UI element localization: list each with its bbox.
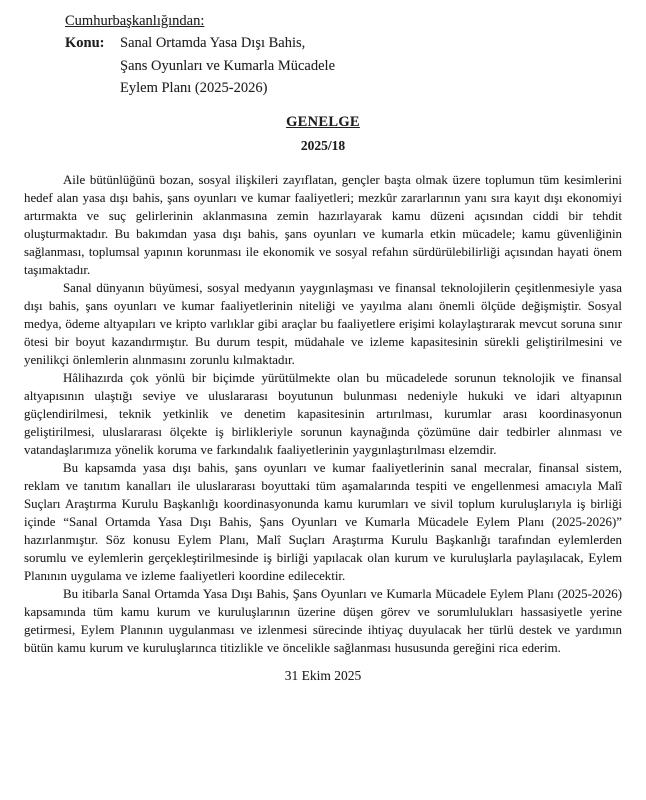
subject-text: [120, 32, 622, 100]
paragraph-5: Bu itibarla Sanal Ortamda Yasa Dışı Bahis, Şans Oyunları ve Kumarla Mücadele Eylem Planı (2025-2026) kapsamında tüm kamu kurum ve kuruluşlarının üzerine düşen görev ve sorumlulukları hassasiyetle yerine getirmesi, Eylem Planının uygulanması ve izlenmesi sürecinde ihtiyaç duyulacak her türlü destek ve yardımın bütün kamu kurum ve kuruluşlarınca titizlikle ve öncelikle sağlanması hususunda gereğini rica ederim.: [24, 586, 622, 655]
paragraph-1: Aile bütünlüğünü bozan, sosyal ilişkileri zayıflatan, gençler başta olmak üzere toplumun tüm kesimlerini hedef alan yasa dışı bahis, şans oyunları ve kumar faaliyetleri; mezkûr zararlarının yanı sıra kayıt dışı ekonomiyi artırmakta ve suç gelirlerinin aklanmasına zemin hazırlayarak kamu düzeni açısından ciddi bir tehdit oluşturmaktadır. Bu bakımdan yasa dışı bahis, şans oyunları ve kumarla etkin mücadele; kamu güvenliğinin sağlanması, toplumsal yapının korunması ile ekonomik ve sosyal refahın sürdürülebilirliği açısından hayati önem taşımaktadır.: [24, 172, 622, 277]
subject-line-3: Eylem Planı (2025-2026): [120, 80, 268, 96]
subject-label: Konu:: [65, 35, 105, 51]
paragraph-3: Hâlihazırda çok yönlü bir biçimde yürütülmekte olan bu mücadelede sorunun teknolojik ve finansal altyapısının ulaştığı seviye ve uluslararası boyutunun bulunması nedeniyle hukuki ve idari altyapının güçlendirilmesi, teknik yetkinlik ve denetim kapasitesinin artırılması, kurumlar arası koordinasyonun geliştirilmesi, uluslararası ölçekte iş birlikleriyle sorunun kaynağında çözümüne dair tedbirler alınması ve vatandaşlarımıza yönelik koruma ve farkındalık faaliyetlerinin yaygınlaştırılması elzemdir.: [24, 370, 622, 457]
document-number: 2025/18: [300, 137, 346, 153]
document-header: [65, 11, 622, 100]
issuing-authority: Cumhurbaşkanlığından:: [65, 13, 205, 29]
paragraph-4: Bu kapsamda yasa dışı bahis, şans oyunları ve kumar faaliyetlerinin sanal mecralar, finansal sistem, reklam ve tanıtım kanalları ile uluslararası boyuttaki tüm aşamalarında tespiti ve engellenmesi amacıyla Malî Suçları Araştırma Kurulu Başkanlığı koordinasyonunda kamu kurumları ve sivil toplum kuruluşlarıyla iş birliği içinde “Sanal Ortamda Yasa Dışı Bahis, Şans Oyunları ve Kumarla Mücadele Eylem Planı (2025-2026)” hazırlanmıştır. Söz konusu Eylem Planı, Malî Suçları Araştırma Kurulu Başkanlığı tarafından eylemlerden sorumlu ve eylemlerin gerçekleştirilmesinde iş birliği yapılacak olan kurum ve kuruluşlarla paylaşılacak, Eylem Planının uygulama ve izleme faaliyetleri koordine edilecektir.: [24, 460, 622, 583]
subject-line-1: Sanal Ortamda Yasa Dışı Bahis,: [120, 35, 306, 51]
document-date: 31 Ekim 2025: [284, 667, 362, 683]
paragraph-2: Sanal dünyanın büyümesi, sosyal medyanın yaygınlaşması ve finansal teknolojilerin çeşitlenmesiyle yasa dışı bahis, şans oyunları ve kumar faaliyetlerinin niteliği ve yayılma alanı önemli ölçüde değişmiştir. Sosyal medya, ödeme altyapıları ve kripto varlıklar gibi araçlar bu faaliyetlere erişimi kolaylaştırarak mevcut soruna sınır ötesi bir boyut kazandırmıştır. Bu durum tespit, müdahale ve izleme kapasitesinin sürekli geliştirilmesini ve yenilikçi önlemlerin alınmasını zorunlu kılmaktadır.: [24, 280, 622, 367]
title-block: [24, 113, 622, 154]
subject-block: [65, 32, 622, 100]
document-title: GENELGE: [286, 113, 360, 130]
subject-line-2: Şans Oyunları ve Kumarla Mücadele: [120, 57, 336, 74]
document-body: [24, 171, 622, 657]
